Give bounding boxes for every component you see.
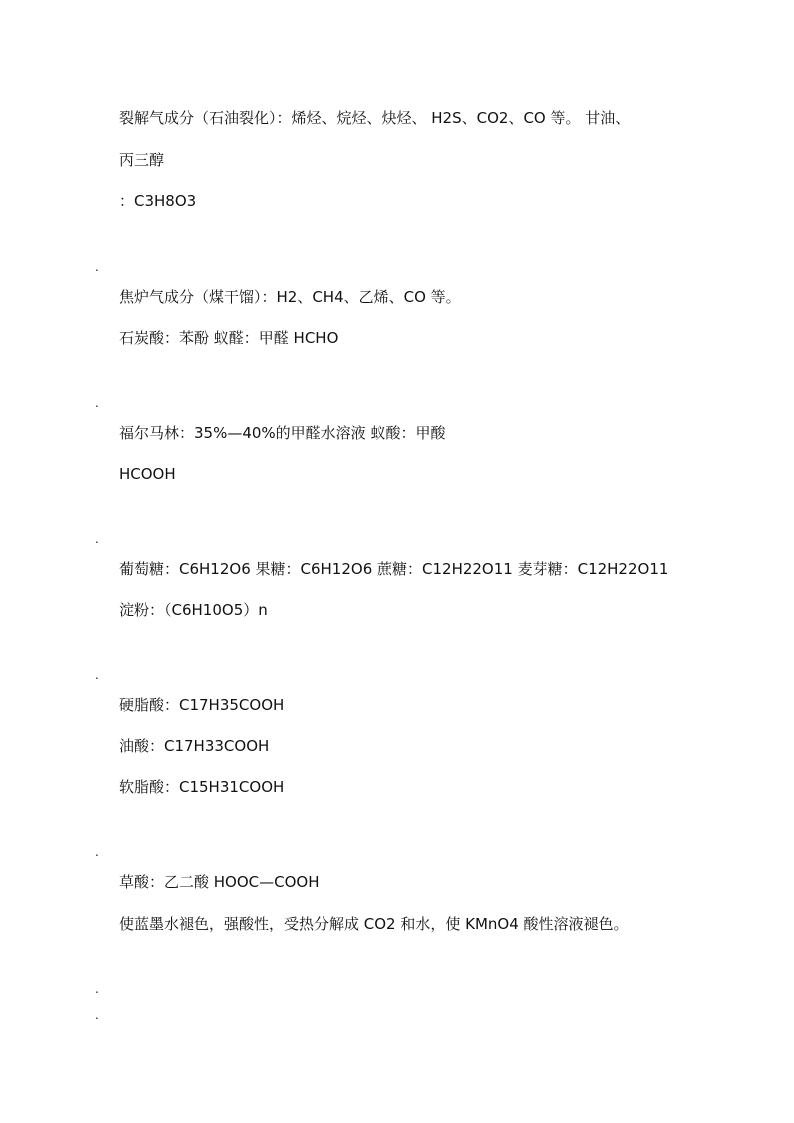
text-line-oxalic-acid: 草酸：乙二酸 HOOC—COOH xyxy=(119,873,320,891)
separator-dot: . xyxy=(95,396,99,410)
separator-dot: . xyxy=(95,845,99,859)
separator-dot: . xyxy=(95,1008,99,1022)
text-line-oleic-acid: 油酸：C17H33COOH xyxy=(119,737,270,755)
separator-dot: . xyxy=(95,532,99,546)
text-line-oxalic-acid-properties: 使蓝墨水褪色，强酸性，受热分解成 CO2 和水，使 KMnO4 酸性溶液褪色。 xyxy=(119,915,629,933)
separator-dot: . xyxy=(95,260,99,274)
text-line-starch: 淀粉：（C6H10O5）n xyxy=(119,601,268,619)
text-line-palmitic-acid: 软脂酸：C15H31COOH xyxy=(119,778,285,796)
text-line-sugars: 葡萄糖：C6H12O6 果糖：C6H12O6 蔗糖：C12H22O11 麦芽糖：C12H22O11 xyxy=(119,560,669,578)
text-line-stearic-acid: 硬脂酸：C17H35COOH xyxy=(119,696,285,714)
text-line-formalin: 福尔马林：35%—40%的甲醛水溶液 蚁酸：甲酸 xyxy=(119,424,446,442)
text-line-formic-acid-formula: HCOOH xyxy=(119,465,176,483)
text-line-cracking-gas: 裂解气成分（石油裂化）：烯烃、烷烃、炔烃、 H2S、CO2、CO 等。 甘油、 xyxy=(119,109,631,127)
text-line-glycerol-formula: ：C3H8O3 xyxy=(119,192,197,210)
text-line-glycerol-name: 丙三醇 xyxy=(119,151,165,169)
text-line-coke-oven-gas: 焦炉气成分（煤干馏）：H2、CH4、乙烯、CO 等。 xyxy=(119,288,461,306)
separator-dot: . xyxy=(95,982,99,996)
text-line-phenol-formaldehyde: 石炭酸：苯酚 蚁醛：甲醛 HCHO xyxy=(119,329,339,347)
separator-dot: . xyxy=(95,668,99,682)
